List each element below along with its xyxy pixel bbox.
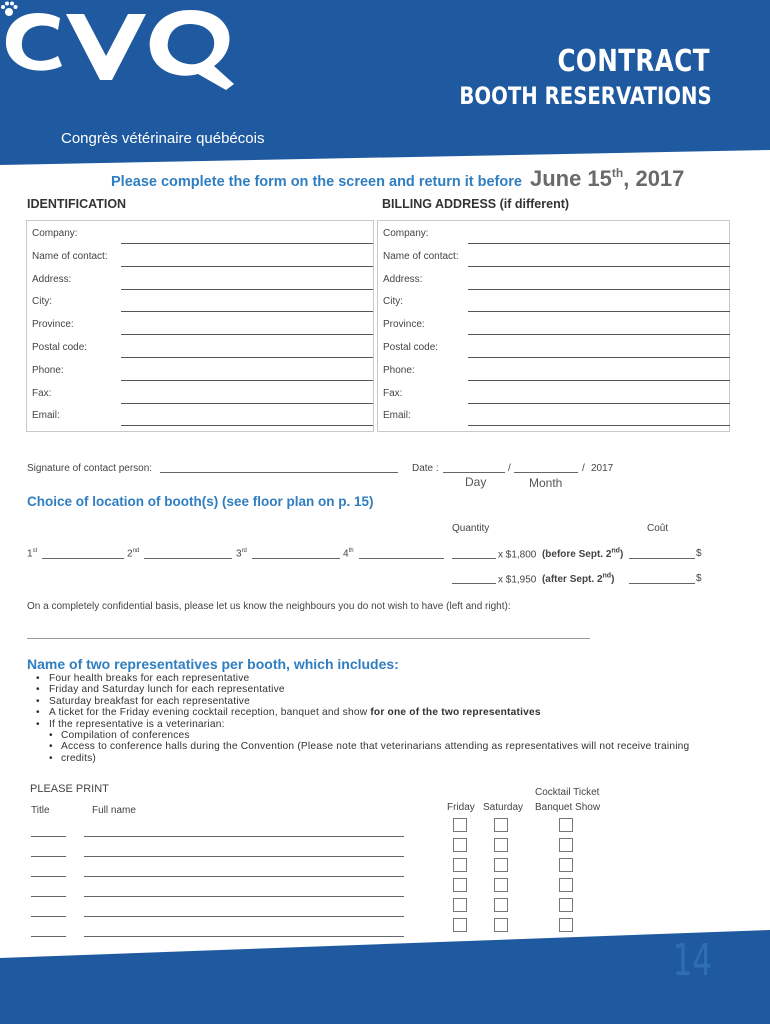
billing-field-input[interactable] (468, 425, 730, 426)
date-label: Date : (412, 463, 439, 474)
identification-field-input[interactable] (121, 357, 373, 358)
billing-field-input[interactable] (468, 357, 730, 358)
list-item: • Compilation of conferences (36, 730, 689, 741)
fullname-field[interactable] (84, 896, 404, 897)
title-field[interactable] (31, 896, 66, 897)
day-hint: Day (465, 475, 487, 489)
identification-field-input[interactable] (121, 243, 373, 244)
booth-choice-field[interactable] (252, 558, 340, 559)
footer-band (0, 930, 770, 1024)
date-year: 2017 (591, 463, 614, 474)
currency: $ (696, 573, 702, 584)
saturday-checkbox[interactable] (494, 878, 508, 892)
quantity-field-2[interactable] (452, 583, 496, 584)
instruction-line (111, 166, 684, 192)
cvq-logo (0, 0, 240, 90)
booth-choice-label: 3rd (236, 548, 247, 560)
identification-box (26, 220, 374, 432)
booth-choice-field[interactable] (144, 558, 232, 559)
list-item: • Four health breaks for each representative (36, 673, 689, 684)
billing-field-label: Phone: (383, 364, 415, 376)
identification-field-input[interactable] (121, 380, 373, 381)
saturday-checkbox[interactable] (494, 858, 508, 872)
billing-field-input[interactable] (468, 380, 730, 381)
date-day-field[interactable] (443, 472, 505, 473)
signature-field[interactable] (160, 472, 398, 473)
billing-heading: BILLING ADDRESS (if different) (382, 197, 570, 211)
identification-field-label: City: (32, 296, 52, 308)
list-item: • A ticket for the Friday evening cocktail reception, banquet and show for one of the two representatives (36, 707, 689, 718)
identification-field-label: Province: (32, 319, 74, 331)
price-after: x $1,950 (after Sept. 2nd) (498, 573, 615, 586)
cost-field-2[interactable] (629, 583, 695, 584)
friday-checkbox[interactable] (453, 898, 467, 912)
page-title: CONTRACT (557, 44, 710, 79)
booth-heading: Choice of location of booth(s) (see floor plan on p. 15) (27, 494, 374, 509)
quantity-label: Quantity (452, 523, 490, 534)
billing-field-input[interactable] (468, 311, 730, 312)
billing-field-label: Company: (383, 228, 429, 239)
fullname-field[interactable] (84, 916, 404, 917)
title-field[interactable] (31, 856, 66, 857)
price-before: x $1,800 (before Sept. 2nd) (498, 548, 624, 561)
title-field[interactable] (31, 916, 66, 917)
date-slash: / (508, 463, 511, 474)
identification-field-label: Fax: (32, 387, 52, 399)
saturday-checkbox[interactable] (494, 818, 508, 832)
cocktail-checkbox[interactable] (559, 898, 573, 912)
cost-label: Coût (647, 523, 669, 534)
list-item: • If the representative is a veterinarian: (36, 719, 689, 730)
title-field[interactable] (31, 876, 66, 877)
fullname-field[interactable] (84, 856, 404, 857)
fullname-field[interactable] (84, 876, 404, 877)
billing-field-label: Fax: (383, 387, 403, 399)
identification-field-label: Email: (32, 410, 60, 422)
please-print-label: PLEASE PRINT (30, 783, 109, 795)
cocktail-column-header: Cocktail Ticket (535, 787, 600, 798)
cocktail-checkbox[interactable] (559, 878, 573, 892)
representatives-heading: Name of two representatives per booth, which includes: (27, 656, 399, 672)
title-field[interactable] (31, 836, 66, 837)
deadline-date: June 15th, 2017 (529, 166, 685, 191)
friday-checkbox[interactable] (453, 858, 467, 872)
billing-field-input[interactable] (468, 289, 730, 290)
inclusions-list (36, 673, 689, 764)
booth-choice-label: 4th (343, 548, 354, 560)
identification-field-label: Address: (32, 273, 72, 285)
saturday-checkbox[interactable] (494, 898, 508, 912)
friday-checkbox[interactable] (453, 878, 467, 892)
neighbours-text: On a completely confidential basis, please let us know the neighbours you do not wish to have (left and right): (27, 601, 511, 612)
billing-field-label: Name of contact: (383, 250, 459, 262)
banquet-column-header: Banquet Show (535, 802, 601, 813)
billing-field-label: Address: (383, 273, 423, 285)
date-slash: / (582, 463, 585, 474)
saturday-column-header: Saturday (483, 802, 524, 813)
fullname-field[interactable] (84, 836, 404, 837)
instruction-text: Please complete the form on the screen and return it before (111, 174, 522, 190)
identification-field-input[interactable] (121, 334, 373, 335)
identification-field-input[interactable] (121, 425, 373, 426)
friday-checkbox[interactable] (453, 838, 467, 852)
identification-field-label: Phone: (32, 364, 64, 376)
billing-field-label: Province: (383, 319, 425, 331)
title-column-header: Title (31, 805, 50, 816)
fullname-column-header: Full name (92, 805, 136, 816)
paw-icon (0, 0, 18, 18)
currency: $ (696, 548, 702, 559)
cocktail-checkbox[interactable] (559, 818, 573, 832)
identification-field-label: Name of contact: (32, 250, 108, 262)
saturday-checkbox[interactable] (494, 838, 508, 852)
month-hint: Month (529, 476, 563, 490)
billing-field-input[interactable] (468, 334, 730, 335)
billing-field-label: City: (383, 296, 403, 308)
identification-field-label: Company: (32, 228, 78, 239)
identification-heading: IDENTIFICATION (27, 197, 127, 211)
booth-choice-label: 1st (27, 548, 38, 560)
billing-field-label: Email: (383, 410, 411, 422)
logo-subtitle: Congrès vétérinaire québécois (61, 130, 265, 147)
identification-field-label: Postal code: (32, 342, 88, 353)
signature-label: Signature of contact person: (27, 463, 153, 474)
neighbours-field[interactable] (27, 638, 590, 639)
cocktail-checkbox[interactable] (559, 858, 573, 872)
page-number: 14 (672, 935, 712, 986)
date-month-field[interactable] (514, 472, 578, 473)
page-subtitle: BOOTH RESERVATIONS (459, 82, 712, 110)
quantity-field-1[interactable] (452, 558, 496, 559)
identification-field-input[interactable] (121, 266, 373, 267)
booth-choice-field[interactable] (359, 558, 444, 559)
header-band (0, 0, 770, 165)
cocktail-checkbox[interactable] (559, 838, 573, 852)
list-item: • Friday and Saturday lunch for each representative (36, 684, 689, 695)
list-item-continued: • credits) (36, 753, 689, 764)
friday-column-header: Friday (447, 802, 475, 813)
billing-field-input[interactable] (468, 266, 730, 267)
identification-field-input[interactable] (121, 289, 373, 290)
billing-field-input[interactable] (468, 403, 730, 404)
billing-box (377, 220, 730, 432)
list-item: • Access to conference halls during the Convention (Please note that veterinarians attending as representatives will not receive training (36, 741, 689, 752)
friday-checkbox[interactable] (453, 818, 467, 832)
booth-choice-field[interactable] (42, 558, 124, 559)
billing-field-input[interactable] (468, 243, 730, 244)
billing-field-label: Postal code: (383, 342, 439, 353)
identification-field-input[interactable] (121, 311, 373, 312)
cost-field-1[interactable] (629, 558, 695, 559)
list-item: • Saturday breakfast for each representative (36, 696, 689, 707)
identification-field-input[interactable] (121, 403, 373, 404)
booth-choice-label: 2nd (127, 548, 140, 560)
